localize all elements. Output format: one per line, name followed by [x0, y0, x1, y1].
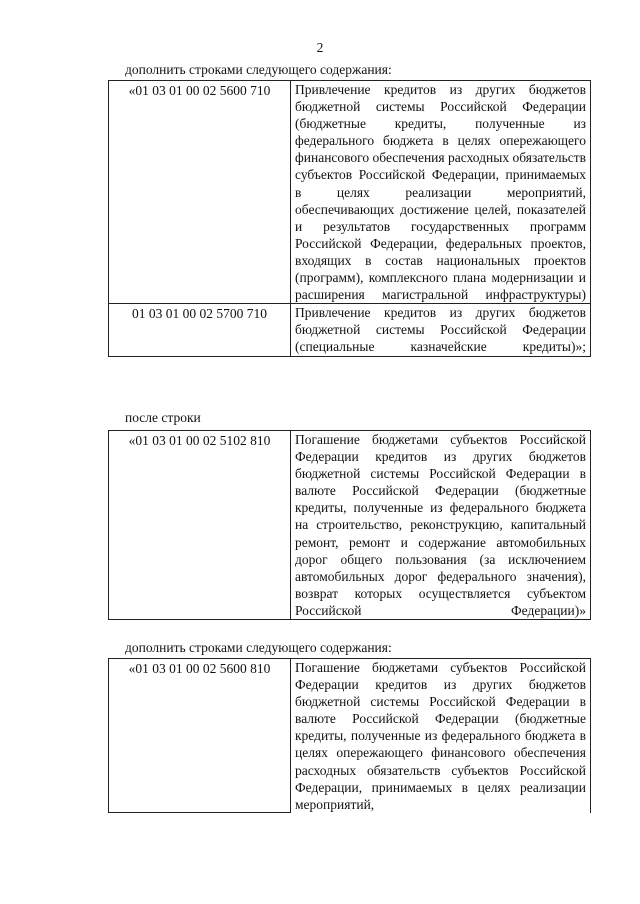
- section-intro: после строки: [125, 410, 201, 425]
- budget-description: Привлечение кредитов из других бюджетов бюджетной системы Российской Федерации (бюджетные кредиты, полученные из федерального бюджета в целях опережающего финансового обеспечения расходных обязательств субъектов Российской Федерации, принимаемых в целях реализации мероприятий, обеспечивающих достижение целей, показателей и результатов государственных программ Российской Федерации, федеральных проектов, входящих в состав национальных проектов (программ), комплексного плана модернизации и расширения магистральной инфраструктуры): [291, 81, 591, 304]
- table-row: [109, 659, 591, 813]
- budget-code-table: [108, 430, 591, 620]
- budget-description: Погашение бюджетами субъектов Российской Федерации кредитов из других бюджетов бюджетной системы Российской Федерации в валюте Российской Федерации (бюджетные кредиты, полученные из федерального бюджета в целях опережающего финансового обеспечения расходных обязательств субъектов Российской Федерации, принимаемых в целях реализации мероприятий,: [291, 659, 591, 813]
- page-number: 2: [316, 40, 324, 55]
- budget-code: «01 03 01 00 02 5600 810: [109, 659, 291, 813]
- budget-code-table: [108, 80, 591, 357]
- budget-description: Погашение бюджетами субъектов Российской Федерации кредитов из других бюджетов бюджетной системы Российской Федерации в валюте Российской Федерации (бюджетные кредиты, полученные из федерального бюджета на строительство, реконструкцию, капитальный ремонт, ремонт и содержание автомобильных дорог общего пользования (за исключением автомобильных дорог федерального значения), возврат которых осуществляется субъектом Российской Федерации)»: [291, 431, 591, 620]
- table-row: [109, 304, 591, 356]
- budget-code: «01 03 01 00 02 5600 710: [109, 81, 291, 304]
- budget-description: Привлечение кредитов из других бюджетов бюджетной системы Российской Федерации (специальные казначейские кредиты)»;: [291, 304, 591, 356]
- budget-code-table: [108, 658, 591, 813]
- budget-code: 01 03 01 00 02 5700 710: [109, 304, 291, 356]
- budget-code: «01 03 01 00 02 5102 810: [109, 431, 291, 620]
- section-intro: дополнить строками следующего содержания:: [125, 62, 392, 77]
- table-row: [109, 431, 591, 620]
- table-row: [109, 81, 591, 304]
- section-intro: дополнить строками следующего содержания:: [125, 640, 392, 655]
